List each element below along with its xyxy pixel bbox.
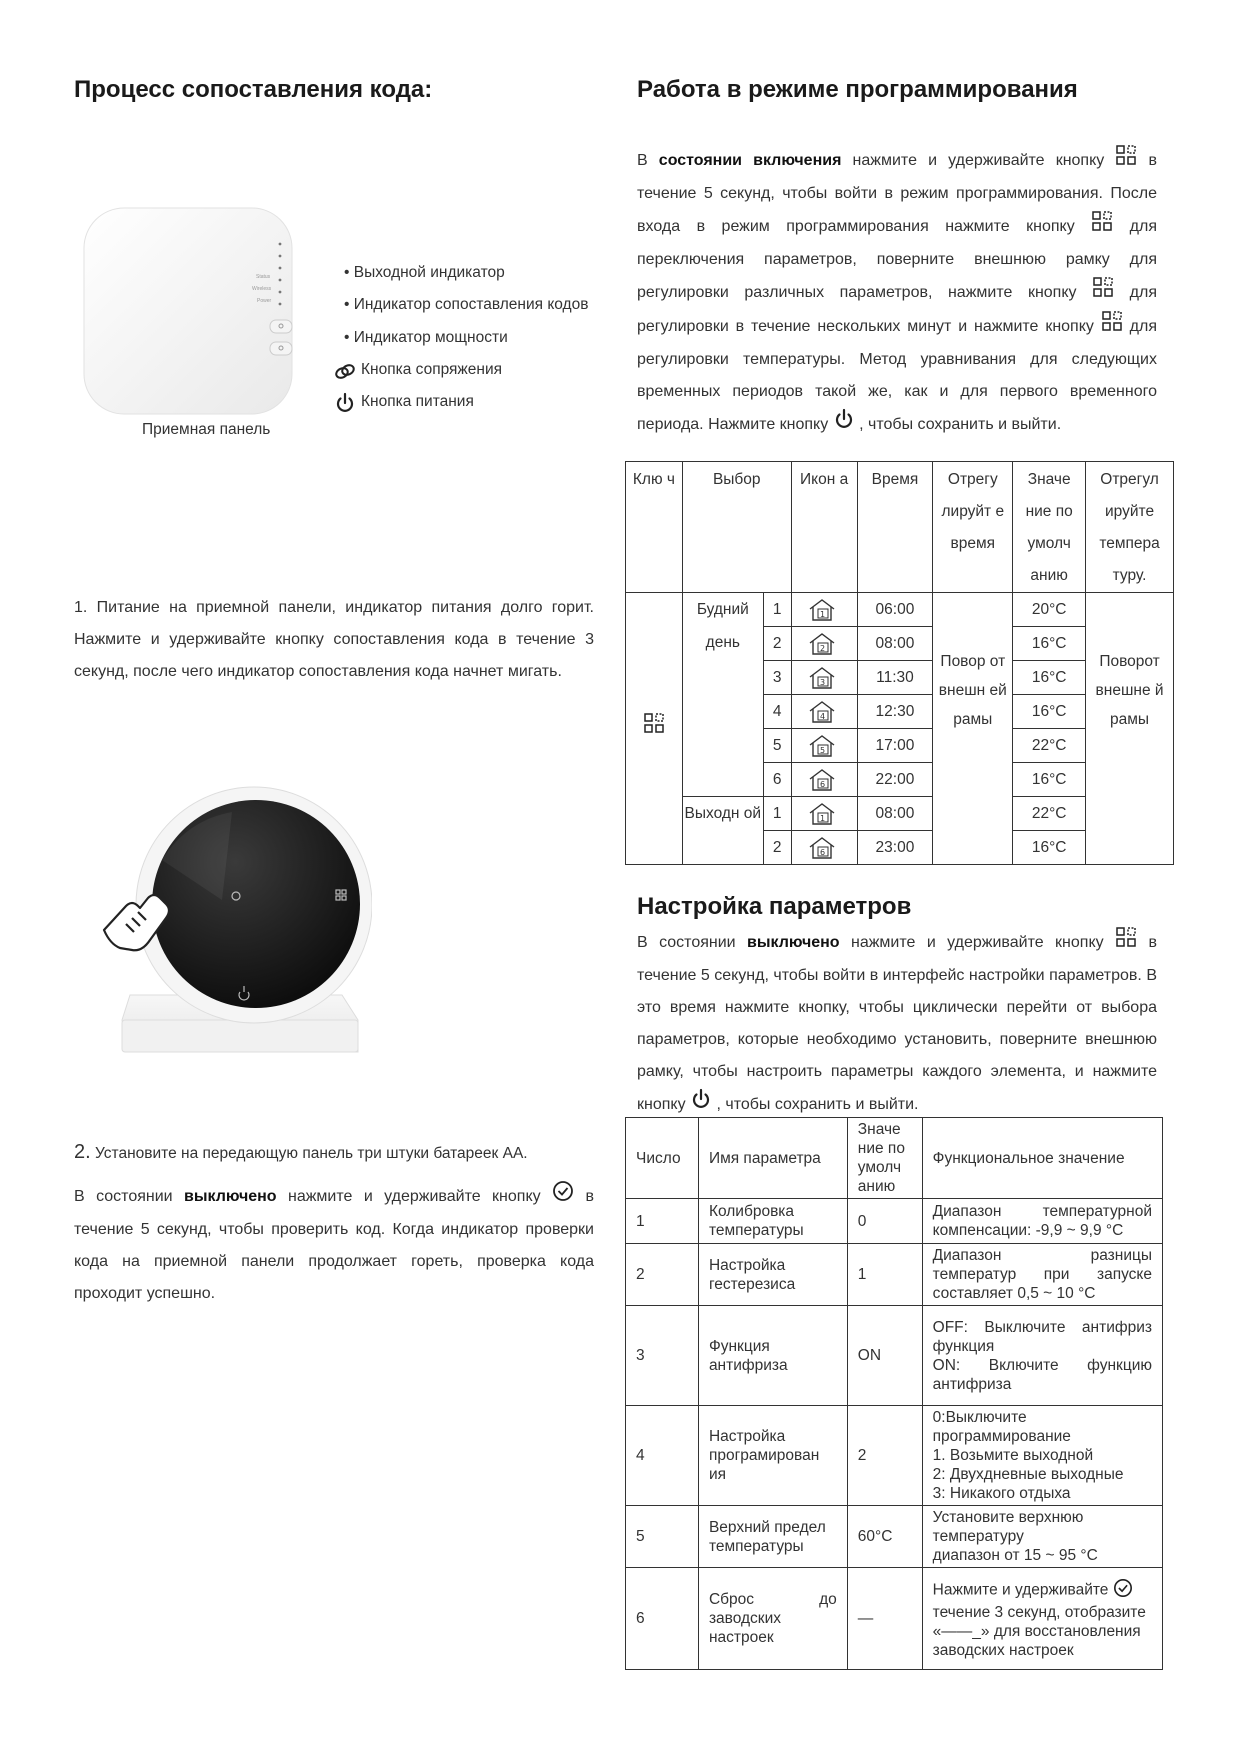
legend-power-indicator: • Индикатор мощности [344, 329, 508, 346]
param-name: Сброс до заводских настроек [698, 1568, 847, 1670]
led-label-status: Status [256, 274, 271, 280]
svg-text:1: 1 [820, 609, 826, 619]
group-weekend: Выходн ой [682, 797, 763, 865]
house-icon [791, 797, 857, 831]
param-name: Настройка гестерезиса [698, 1244, 847, 1306]
left-title: Процесс сопоставления кода: [74, 76, 433, 103]
row-number: 1 [763, 593, 791, 627]
header-choice: Выбор [682, 462, 791, 593]
programming-title: Работа в режиме программирования [637, 76, 1078, 103]
table-row [626, 1406, 1163, 1506]
param-default: 1 [847, 1244, 922, 1306]
step2-line1 [74, 1141, 528, 1164]
row-number: 2 [763, 627, 791, 661]
step1-text: 1. Питание на приемной панели, индикатор питания долго горит. Нажмите и удерживайте кнопку сопоставления кода в течение 3 секунд, после чего индикатор сопоставления кода начнет мигать. [74, 599, 594, 680]
func-text: Нажмите и удерживайте [932, 1581, 1109, 1599]
param-number: 5 [626, 1506, 699, 1568]
row-temp: 22°C [1013, 797, 1086, 831]
param-default: 60°C [847, 1506, 922, 1568]
receiver-caption: Приемная панель [142, 421, 271, 438]
programming-paragraph [637, 144, 1157, 442]
prog-p1: В [637, 152, 648, 170]
prog-p7: , чтобы сохранить и выйти. [859, 416, 1062, 434]
row-number: 1 [763, 797, 791, 831]
menu-grid-icon [1092, 276, 1114, 310]
group-weekday: Будний день [682, 593, 763, 797]
header-adjust-time: Отрегу лируйт е время [933, 462, 1013, 593]
step2-battery-text: Установите на передающую панель три штуки батареек AA. [95, 1145, 528, 1162]
power-icon [334, 392, 356, 419]
param-number: 3 [626, 1306, 699, 1406]
table-row [626, 1306, 1163, 1406]
func-line: Установите верхнюю температуру [932, 1509, 1084, 1545]
param-function [922, 1306, 1162, 1406]
prog-p3: в течение 5 секунд, чтобы войти в режим программирования. После входа в режим программирования нажмите кнопку [637, 152, 1158, 236]
schedule-header-row [626, 462, 1174, 593]
table-row [626, 1506, 1163, 1568]
param-title: Настройка параметров [637, 893, 912, 920]
row-time: 12:30 [857, 695, 933, 729]
temp-adjust-cell: Поворот внешне й рамы [1086, 593, 1174, 865]
check-icon [552, 1180, 574, 1214]
param-function: Диапазон разницы температур при запуске составляет 0,5 ~ 10 °C [922, 1244, 1162, 1306]
param-name: Настройка програмирован ия [698, 1406, 847, 1506]
menu-grid-icon [643, 721, 665, 738]
param-default: 2 [847, 1406, 922, 1506]
house-icon [791, 763, 857, 797]
legend-output-indicator: • Выходной индикатор [344, 264, 505, 281]
step2-paragraph [74, 1180, 594, 1310]
link-icon [334, 360, 356, 387]
row-temp: 16°C [1013, 627, 1086, 661]
param-header-row [626, 1118, 1163, 1199]
house-icon [791, 729, 857, 763]
svg-text:4: 4 [820, 711, 826, 721]
row-temp: 16°C [1013, 763, 1086, 797]
header-time: Время [857, 462, 933, 593]
house-icon [791, 695, 857, 729]
menu-grid-icon [1115, 144, 1137, 178]
param-paragraph [637, 926, 1157, 1122]
param-function [922, 1406, 1162, 1506]
header-key: Клю ч [626, 462, 683, 593]
func-line: диапазон от 15 ~ 95 °C [932, 1547, 1098, 1564]
step2-p1: В состоянии [74, 1188, 173, 1206]
row-time: 22:00 [857, 763, 933, 797]
row-time: 23:00 [857, 831, 933, 865]
menu-grid-icon [1101, 310, 1123, 344]
step2-number: 2. [74, 1141, 91, 1163]
row-temp: 20°C [1013, 593, 1086, 627]
func-line [933, 1578, 1152, 1603]
row-temp: 16°C [1013, 831, 1086, 865]
led-label-wireless: Wireless [252, 286, 272, 292]
func-line: ON: Включите функцию антифриза [932, 1356, 1152, 1393]
menu-grid-icon [1115, 926, 1137, 960]
func-line: OFF: Выключите антифриз функция [932, 1318, 1152, 1355]
param-number: 2 [626, 1244, 699, 1306]
header-adjust-temp: Отрегул ируйте темпера туру. [1086, 462, 1174, 593]
prog-p4: для переключения параметров, поверните внешнюю рамку для регулировки различных параметров, нажмите кнопку [637, 218, 1158, 302]
svg-text:6: 6 [820, 847, 826, 857]
row-time: 11:30 [857, 661, 933, 695]
param-function [922, 1568, 1162, 1670]
param-name: Функция антифриза [698, 1306, 847, 1406]
param-number: 6 [626, 1568, 699, 1670]
house-icon [791, 593, 857, 627]
prog-p6: для регулировки температуры. Метод уравнивания для следующих временных периодов такой же, как и для первого временного периода. Нажмите кнопку [637, 318, 1157, 434]
param-name: Колибровка температуры [698, 1199, 847, 1244]
row-temp: 16°C [1013, 661, 1086, 695]
table-row [626, 593, 1174, 627]
func-line: течение 3 секунд, отобразите «——_» для восстановления заводских настроек [932, 1603, 1146, 1659]
header-default: Значе ние по умолч анию [847, 1118, 922, 1199]
param-p1: В состоянии [637, 934, 736, 952]
house-icon [791, 627, 857, 661]
param-bold: выключено [747, 934, 840, 952]
step2-p3: в течение 5 секунд, чтобы проверить код. Когда индикатор проверки кода на приемной панели продолжает гореть, проверка кода проходит успешно. [74, 1188, 594, 1302]
header-function: Функциональное значение [922, 1118, 1162, 1199]
table-row [626, 1199, 1163, 1244]
row-number: 2 [763, 831, 791, 865]
row-number: 6 [763, 763, 791, 797]
svg-text:2: 2 [820, 643, 826, 653]
legend-power-button: Кнопка питания [361, 393, 474, 410]
key-cell [626, 593, 683, 865]
check-icon [1113, 1578, 1133, 1603]
time-adjust-cell: Повор от внешн ей рамы [933, 593, 1013, 865]
header-icon: Икон а [791, 462, 857, 593]
row-time: 08:00 [857, 627, 933, 661]
param-p4: , чтобы сохранить и выйти. [716, 1096, 919, 1114]
row-time: 08:00 [857, 797, 933, 831]
param-p3: в течение 5 секунд, чтобы войти в интерфейс настройки параметров. В это время нажмите кнопку, чтобы циклически перейти от выбора параметров, которые необходимо установить, поверните внешнюю рамку, чтобы настроить параметры каждого элемента, и нажмите кнопку [637, 934, 1157, 1114]
func-line: 1. Возьмите выходной [932, 1447, 1094, 1464]
param-function: Диапазон температурной компенсации: -9,9 ~ 9,9 °C [922, 1199, 1162, 1244]
row-temp: 22°C [1013, 729, 1086, 763]
svg-text:1: 1 [820, 813, 826, 823]
param-number: 4 [626, 1406, 699, 1506]
row-number: 4 [763, 695, 791, 729]
func-line: 2: Двухдневные выходные [932, 1466, 1124, 1483]
func-line: 0:Выключите программирование [932, 1409, 1071, 1445]
row-time: 17:00 [857, 729, 933, 763]
table-row [626, 1244, 1163, 1306]
svg-text:3: 3 [820, 677, 826, 687]
parameter-table [625, 1117, 1163, 1670]
legend-pairing-indicator: • Индикатор сопоставления кодов [344, 296, 589, 313]
table-row [626, 1568, 1163, 1670]
param-number: 1 [626, 1199, 699, 1244]
param-default: ON [847, 1306, 922, 1406]
param-default: — [847, 1568, 922, 1670]
svg-text:6: 6 [820, 779, 826, 789]
step2-bold: выключено [184, 1188, 277, 1206]
schedule-table [625, 461, 1174, 865]
param-p2: нажмите и удерживайте кнопку [850, 934, 1104, 952]
prog-bold: состоянии включения [658, 152, 842, 170]
row-number: 3 [763, 661, 791, 695]
thermostat-image [92, 780, 372, 1060]
power-icon [833, 408, 855, 442]
receiver-panel-image [80, 204, 296, 418]
param-name: Верхний предел температуры [698, 1506, 847, 1568]
prog-p2: нажмите и удерживайте кнопку [852, 152, 1105, 170]
house-icon [791, 831, 857, 865]
svg-text:5: 5 [820, 745, 826, 755]
menu-grid-icon [1091, 210, 1113, 244]
param-function [922, 1506, 1162, 1568]
row-temp: 16°C [1013, 695, 1086, 729]
prog-p5: для регулировки в течение нескольких минут и нажмите кнопку [637, 284, 1157, 336]
row-number: 5 [763, 729, 791, 763]
legend-pairing-button: Кнопка сопряжения [361, 361, 503, 378]
header-number: Число [626, 1118, 699, 1199]
header-param-name: Имя параметра [698, 1118, 847, 1199]
step2-p2: нажмите и удерживайте кнопку [287, 1188, 541, 1206]
row-time: 06:00 [857, 593, 933, 627]
param-default: 0 [847, 1199, 922, 1244]
func-line: 3: Никакого отдыха [932, 1485, 1071, 1502]
led-label-power: Power [257, 298, 272, 304]
header-default: Значе ние по умолч анию [1013, 462, 1086, 593]
house-icon [791, 661, 857, 695]
